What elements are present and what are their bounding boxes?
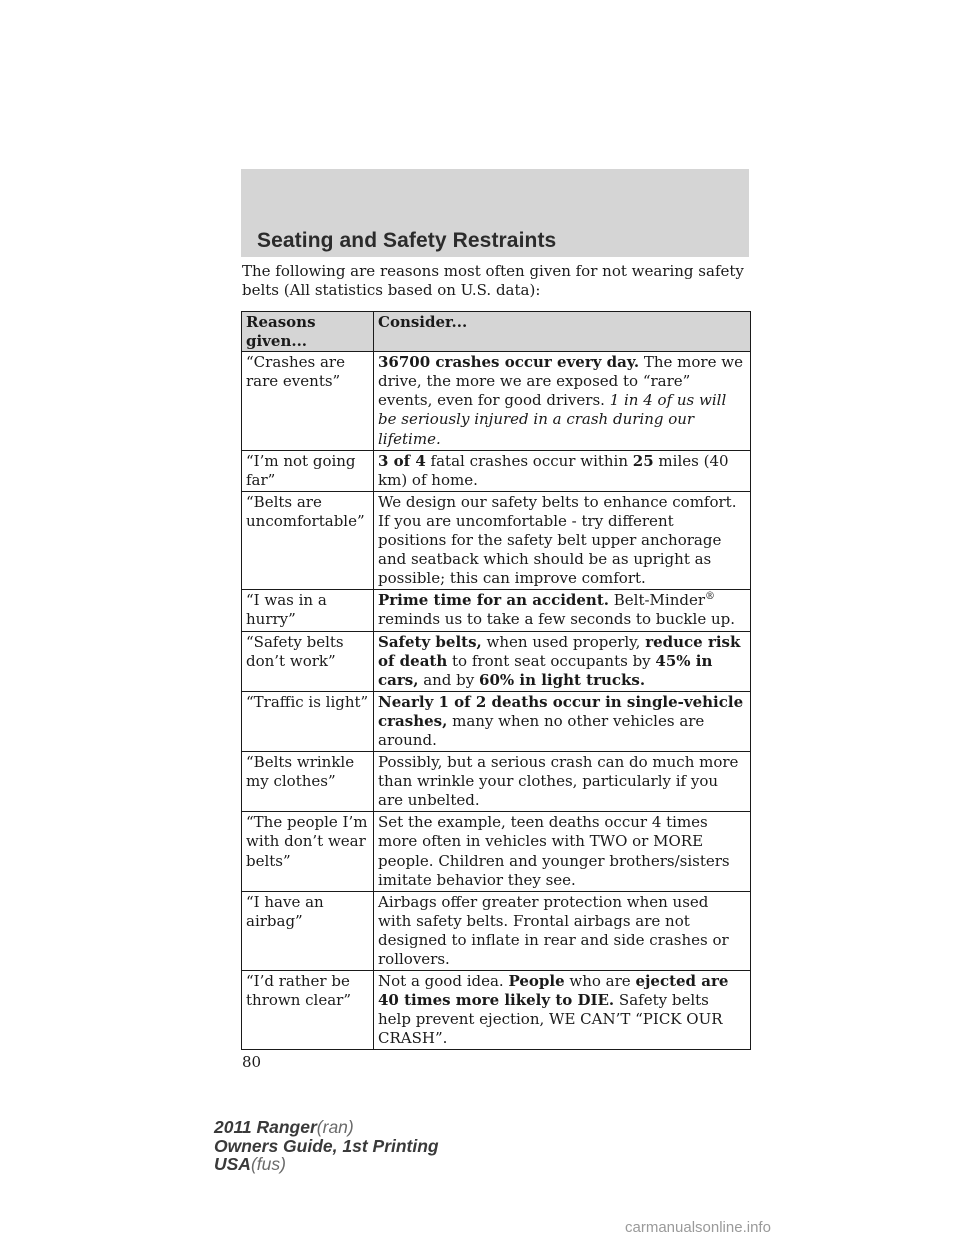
- table-row: [242, 352, 751, 450]
- consider-text: 36700 crashes occur every day.: [378, 353, 640, 372]
- column-header-reasons: Reasons given...: [242, 312, 374, 352]
- reasons-table-body: [242, 352, 751, 1050]
- reason-cell: “I’m not going far”: [242, 450, 374, 491]
- consider-text: 45% in cars,: [378, 651, 713, 689]
- reason-cell: “Crashes are rare events”: [242, 352, 374, 450]
- consider-text: We design our safety belts to enhance comfort. If you are uncomfortable - try different positions for the safety belt upper anchorage and seatback which should be as upright as possible; this can improve comfort.: [378, 492, 737, 588]
- section-title: Seating and Safety Restraints: [257, 229, 557, 252]
- consider-text: People: [508, 972, 565, 991]
- consider-text: The more we drive, the more we are exposed to “rare” events, even for good drivers.: [378, 353, 743, 410]
- table-row: [242, 891, 751, 970]
- reasons-table: [241, 311, 751, 1050]
- consider-text: when used properly,: [481, 632, 646, 651]
- table-row: [242, 691, 751, 751]
- consider-cell: [374, 631, 751, 691]
- consider-text: many when no other vehicles are around.: [378, 711, 705, 749]
- section-header: [241, 169, 749, 257]
- consider-text: Possibly, but a serious crash can do much more than wrinkle your clothes, particularly if you are unbelted.: [378, 753, 739, 810]
- reason-cell: “I’d rather be thrown clear”: [242, 971, 374, 1050]
- consider-text: reduce risk of death: [378, 632, 741, 670]
- table-row: [242, 491, 751, 589]
- consider-text: Airbags offer greater protection when used with safety belts. Frontal airbags are not designed to inflate in rear and side crashes or rollovers.: [378, 892, 729, 968]
- consider-cell: [374, 450, 751, 491]
- consider-text: Prime time for an accident.: [378, 591, 609, 610]
- consider-cell: [374, 812, 751, 891]
- consider-text: reminds us to take a few seconds to buckle up.: [378, 610, 735, 629]
- footer-region: USA: [214, 1154, 251, 1174]
- consider-cell: [374, 891, 751, 970]
- reason-cell: “Belts are uncomfortable”: [242, 491, 374, 589]
- print-footer: [214, 1118, 439, 1174]
- consider-cell: [374, 691, 751, 751]
- footer-region-line: [214, 1155, 439, 1174]
- consider-text: who are: [564, 972, 636, 991]
- consider-text: Safety belts help prevent ejection, WE CAN’T “PICK OUR CRASH”.: [378, 991, 723, 1048]
- page-number: 80: [242, 1053, 262, 1071]
- consider-text: Set the example, teen deaths occur 4 times more often in vehicles with TWO or MORE people. Children and younger brothers/sisters imitate behavior they see.: [378, 813, 730, 889]
- consider-text: ejected are 40 times more likely to DIE.: [378, 972, 729, 1010]
- consider-cell: [374, 752, 751, 812]
- consider-cell: [374, 491, 751, 589]
- footer-region-code: (fus): [250, 1154, 286, 1174]
- footer-guide: Owners Guide, 1st Printing: [214, 1135, 439, 1156]
- consider-text: 25: [632, 451, 654, 470]
- reason-cell: “Safety belts don’t work”: [242, 631, 374, 691]
- table-row: [242, 450, 751, 491]
- intro-paragraph: The following are reasons most often given for not wearing safety belts (All statistics based on U.S. data):: [242, 262, 744, 299]
- watermark: carmanualsonline.info: [625, 1219, 771, 1236]
- consider-text: 60% in light trucks.: [479, 670, 646, 689]
- consider-text: to front seat occupants by: [447, 651, 656, 670]
- consider-text: Safety belts,: [378, 632, 482, 651]
- column-header-consider: Consider...: [374, 312, 751, 352]
- consider-text: and by: [418, 670, 480, 689]
- footer-model-code: (ran): [316, 1117, 354, 1137]
- consider-text: ®: [705, 591, 716, 603]
- consider-cell: [374, 971, 751, 1050]
- table-row: [242, 631, 751, 691]
- reason-cell: “I have an airbag”: [242, 891, 374, 970]
- table-row: [242, 971, 751, 1050]
- consider-text: fatal crashes occur within: [425, 451, 633, 470]
- footer-model: 2011 Ranger: [214, 1117, 317, 1137]
- table-row: [242, 812, 751, 891]
- table-header-row: [242, 312, 751, 352]
- consider-text: 1 in 4 of us will be seriously injured in a crash during our lifetime.: [378, 391, 727, 448]
- table-row: [242, 752, 751, 812]
- reason-cell: “Belts wrinkle my clothes”: [242, 752, 374, 812]
- reason-cell: “The people I’m with don’t wear belts”: [242, 812, 374, 891]
- consider-cell: [374, 590, 751, 631]
- consider-text: Nearly 1 of 2 deaths occur in single-vehicle crashes,: [378, 692, 744, 730]
- consider-cell: [374, 352, 751, 450]
- consider-text: Belt-Minder: [608, 591, 706, 610]
- consider-text: 3 of 4: [378, 451, 426, 470]
- consider-text: Not a good idea.: [378, 972, 509, 991]
- footer-model-line: [214, 1118, 439, 1137]
- table-row: [242, 590, 751, 631]
- reason-cell: “I was in a hurry”: [242, 590, 374, 631]
- reason-cell: “Traffic is light”: [242, 691, 374, 751]
- consider-text: miles (40 km) of home.: [378, 451, 729, 489]
- footer-guide-line: [214, 1137, 439, 1156]
